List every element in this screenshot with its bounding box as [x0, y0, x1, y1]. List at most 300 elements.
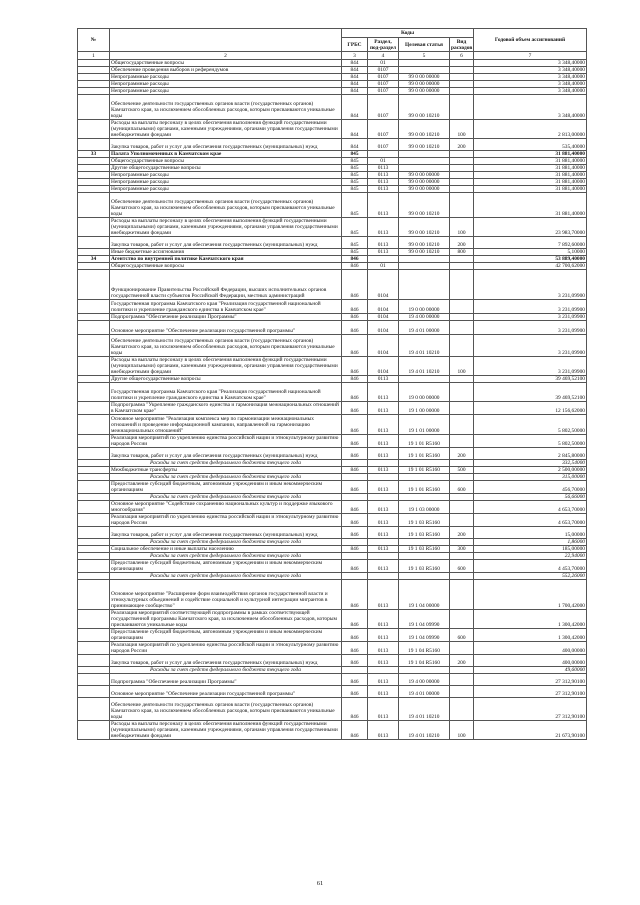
section-code: 0107: [368, 67, 399, 74]
expense-type: 300: [450, 546, 474, 553]
amount: 21 673,90100: [474, 721, 587, 740]
amount: 22,94000: [474, 553, 587, 560]
row-name: Расходы на выплаты персоналу в целях обеспечения выполнения функций государственными (муниципальными) органами, казенными учреждениями, органами управления государственными внебюджетными фондами: [110, 120, 342, 139]
row-name: Обеспечение проведения выборов и референдумов: [110, 67, 342, 74]
table-row: [78, 560, 587, 573]
row-name: Государственная программа Камчатского края "Реализация государственной национальной политики и укрепление гражданского единства в Камчатском крае": [110, 383, 342, 402]
section-code: 01: [368, 60, 399, 67]
row-number: [78, 629, 110, 642]
row-name: Расходы за счет средств федерального бюджета текущего года: [110, 460, 342, 467]
amount: 5 802,50000: [474, 415, 587, 435]
section-code: 0107: [368, 139, 399, 151]
target-article: 19 4 01 10210: [399, 335, 450, 357]
row-number: [78, 494, 110, 501]
table-row: [78, 448, 587, 460]
section-code: [368, 539, 399, 546]
grbs-code: 846: [342, 527, 368, 539]
amount: 3 348,40000: [474, 67, 587, 74]
expense-type: [450, 186, 474, 193]
target-article: [399, 539, 450, 546]
target-article: [399, 165, 450, 172]
target-article: 19 1 01 R5160: [399, 481, 450, 494]
grbs-code: 846: [342, 435, 368, 448]
amount: 31 881,40000: [474, 193, 587, 218]
expense-type: [450, 270, 474, 300]
row-name: Расходы за счет средств федерального бюджета текущего года: [110, 667, 342, 674]
row-number: [78, 481, 110, 494]
section-code: 01: [368, 158, 399, 165]
row-number: [78, 263, 110, 270]
row-number: [78, 120, 110, 139]
amount: 400,00000: [474, 642, 587, 655]
section-code: [368, 573, 399, 580]
expense-type: [450, 263, 474, 270]
grbs-code: [342, 667, 368, 674]
section-code: 0104: [368, 357, 399, 376]
grbs-code: [342, 539, 368, 546]
row-number: [78, 460, 110, 467]
target-article: 19 1 04 R5160: [399, 642, 450, 655]
expense-type: [450, 580, 474, 610]
expense-type: 100: [450, 218, 474, 237]
grbs-code: 846: [342, 314, 368, 321]
row-name: Непрограммные расходы: [110, 179, 342, 186]
table-row: [78, 655, 587, 667]
expense-type: [450, 573, 474, 580]
section-code: 0113: [368, 172, 399, 179]
section-code: 0113: [368, 527, 399, 539]
amount: 5 802,50000: [474, 435, 587, 448]
row-number: [78, 610, 110, 629]
expense-type: 800: [450, 249, 474, 256]
row-number: [78, 674, 110, 686]
expense-type: [450, 151, 474, 158]
section-code: 0107: [368, 95, 399, 120]
row-name: Непрограммные расходы: [110, 74, 342, 81]
amount: 3 348,40000: [474, 88, 587, 95]
amount: 5,10000: [474, 249, 587, 256]
row-name: Основное мероприятие "Содействие сохранению национальных культур и поддержке языкового многообразия": [110, 501, 342, 514]
amount: 31 881,40000: [474, 158, 587, 165]
table-row: [78, 674, 587, 686]
amount: 2 813,00000: [474, 120, 587, 139]
table-row: [78, 88, 587, 95]
target-article: [399, 494, 450, 501]
section-code: 0104: [368, 300, 399, 314]
expense-type: [450, 67, 474, 74]
row-number: [78, 527, 110, 539]
row-name: Общегосударственные вопросы: [110, 263, 342, 270]
amount: 4 653,70000: [474, 501, 587, 514]
row-name: Предоставление субсидий бюджетным, автономным учреждениям и иным некоммерческим организациям: [110, 560, 342, 573]
target-article: [399, 573, 450, 580]
row-number: [78, 402, 110, 415]
target-article: 19 1 04 09990: [399, 610, 450, 629]
amount: 53 889,40000: [474, 256, 587, 263]
table-row: [78, 193, 587, 218]
grbs-code: 846: [342, 448, 368, 460]
grbs-code: 844: [342, 88, 368, 95]
table-row: [78, 642, 587, 655]
header-codes: Коды: [342, 29, 474, 38]
grbs-code: 844: [342, 120, 368, 139]
row-number: [78, 193, 110, 218]
row-number: [78, 448, 110, 460]
col-number-4: 4: [368, 52, 399, 60]
section-code: 0113: [368, 501, 399, 514]
table-row: [78, 218, 587, 237]
section-code: 0104: [368, 270, 399, 300]
expense-type: [450, 256, 474, 263]
expense-type: 200: [450, 448, 474, 460]
row-number: 34: [78, 256, 110, 263]
grbs-code: 846: [342, 335, 368, 357]
table-row: [78, 60, 587, 67]
header-grbs: ГРБС: [342, 38, 368, 52]
row-name: Предоставление субсидий бюджетным, автономным учреждениям и иным некоммерческим организациям: [110, 629, 342, 642]
grbs-code: 846: [342, 642, 368, 655]
row-number: [78, 560, 110, 573]
table-row: [78, 546, 587, 553]
section-code: 0113: [368, 435, 399, 448]
table-row: [78, 270, 587, 300]
grbs-code: 844: [342, 139, 368, 151]
table-row: [78, 300, 587, 314]
col-number-3: 3: [342, 52, 368, 60]
col-number-1: 1: [78, 52, 110, 60]
section-code: 0113: [368, 383, 399, 402]
expense-type: [450, 335, 474, 357]
expense-type: [450, 81, 474, 88]
grbs-code: [342, 573, 368, 580]
row-number: [78, 158, 110, 165]
row-number: [78, 721, 110, 740]
row-number: [78, 95, 110, 120]
amount: 1 300,42000: [474, 629, 587, 642]
row-number: [78, 642, 110, 655]
row-number: [78, 546, 110, 553]
target-article: [399, 376, 450, 383]
row-number: [78, 553, 110, 560]
grbs-code: 844: [342, 67, 368, 74]
grbs-code: 845: [342, 158, 368, 165]
row-name: Реализация мероприятий по укреплению единства российской нации и этнокультурному развитию народов России: [110, 514, 342, 527]
section-code: 0113: [368, 546, 399, 553]
table-row: [78, 474, 587, 481]
section-code: 0107: [368, 74, 399, 81]
row-number: [78, 335, 110, 357]
target-article: 19 0 00 00000: [399, 300, 450, 314]
target-article: 19 1 03 R5160: [399, 560, 450, 573]
grbs-code: 844: [342, 60, 368, 67]
grbs-code: 846: [342, 686, 368, 698]
row-name: Основное мероприятие "Обеспечение реализации государственной программы": [110, 686, 342, 698]
expense-type: [450, 674, 474, 686]
target-article: 99 0 00 10210: [399, 237, 450, 249]
table-row: [78, 527, 587, 539]
amount: 552,26000: [474, 573, 587, 580]
row-name: Предоставление субсидий бюджетным, автономным учреждениям и иным некоммерческим организациям: [110, 481, 342, 494]
grbs-code: 845: [342, 237, 368, 249]
amount: 400,00000: [474, 655, 587, 667]
expense-type: [450, 494, 474, 501]
expense-type: 100: [450, 120, 474, 139]
section-code: [368, 494, 399, 501]
row-name: Подпрограмма "Обеспечение реализации Программы": [110, 314, 342, 321]
expense-type: [450, 698, 474, 721]
row-number: [78, 81, 110, 88]
amount: 3 231,09900: [474, 321, 587, 335]
target-article: 19 1 04 R5160: [399, 655, 450, 667]
row-name: Обеспечение деятельности государственных органов власти (государственных органов) Камчатского края, за исключением обособленных расходов, которым присваиваются уникальные коды: [110, 698, 342, 721]
row-number: [78, 74, 110, 81]
row-number: [78, 686, 110, 698]
header-amount: Годовой объем ассигнований: [474, 29, 587, 52]
page-number: 61: [316, 880, 324, 887]
section-code: 0113: [368, 629, 399, 642]
row-number: [78, 179, 110, 186]
amount: 185,00000: [474, 546, 587, 553]
section-code: 0107: [368, 88, 399, 95]
target-article: 19 4 01 00000: [399, 321, 450, 335]
section-code: 0113: [368, 610, 399, 629]
expense-type: [450, 610, 474, 629]
grbs-code: 845: [342, 172, 368, 179]
amount: 7 892,60000: [474, 237, 587, 249]
row-number: [78, 270, 110, 300]
expense-type: [450, 300, 474, 314]
row-number: [78, 165, 110, 172]
section-code: 0104: [368, 321, 399, 335]
amount: 31 881,40000: [474, 165, 587, 172]
amount: 39 469,52100: [474, 383, 587, 402]
grbs-code: 846: [342, 698, 368, 721]
table-row: [78, 172, 587, 179]
section-code: 0107: [368, 81, 399, 88]
table-row: [78, 580, 587, 610]
section-code: 0113: [368, 165, 399, 172]
header-section: Раздел, под-раздел: [368, 38, 399, 52]
expense-type: 100: [450, 721, 474, 740]
row-name: Расходы на выплаты персоналу в целях обеспечения выполнения функций государственными (муниципальными) органами, казенными учреждениями, органами управления государственными внебюджетными фондами: [110, 218, 342, 237]
grbs-code: 846: [342, 402, 368, 415]
grbs-code: 845: [342, 186, 368, 193]
target-article: 99 0 00 10210: [399, 95, 450, 120]
row-number: [78, 139, 110, 151]
amount: 535,40000: [474, 139, 587, 151]
section-code: 0113: [368, 249, 399, 256]
row-name: Непрограммные расходы: [110, 81, 342, 88]
row-number: [78, 237, 110, 249]
section-code: 0113: [368, 481, 399, 494]
expense-type: [450, 165, 474, 172]
row-number: [78, 186, 110, 193]
expense-type: [450, 501, 474, 514]
expense-type: [450, 314, 474, 321]
row-number: [78, 580, 110, 610]
table-row: [78, 494, 587, 501]
grbs-code: 846: [342, 415, 368, 435]
expense-type: [450, 193, 474, 218]
expense-type: [450, 95, 474, 120]
target-article: 99 0 00 10210: [399, 120, 450, 139]
expense-type: 200: [450, 139, 474, 151]
row-number: [78, 573, 110, 580]
target-article: [399, 67, 450, 74]
col-number-5: 5: [399, 52, 450, 60]
table-row: [78, 67, 587, 74]
section-code: [368, 553, 399, 560]
section-code: 0113: [368, 179, 399, 186]
amount: 456,70000: [474, 481, 587, 494]
target-article: 19 1 01 00000: [399, 415, 450, 435]
row-number: [78, 435, 110, 448]
row-name: Межбюджетные трансферты: [110, 467, 342, 474]
row-name: Закупка товаров, работ и услуг для обеспечения государственных (муниципальных) нужд: [110, 655, 342, 667]
grbs-code: 845: [342, 249, 368, 256]
grbs-code: 846: [342, 610, 368, 629]
target-article: 19 1 03 R5160: [399, 527, 450, 539]
table-row: [78, 120, 587, 139]
expense-type: [450, 667, 474, 674]
row-name: Реализация мероприятий по укреплению единства российской нации и этнокультурному развитию народов России: [110, 642, 342, 655]
row-name: Непрограммные расходы: [110, 172, 342, 179]
expense-type: [450, 460, 474, 467]
row-name: Основное мероприятие "Расширение форм взаимодействия органов государственной власти и этнокультурных объединений и содействие социальной и культурной интеграции мигрантов в принимающее сообщество": [110, 580, 342, 610]
table-row: [78, 501, 587, 514]
section-code: 0113: [368, 467, 399, 474]
table-row: [78, 376, 587, 383]
header-num: №: [78, 29, 110, 52]
section-code: 0107: [368, 120, 399, 139]
grbs-code: 846: [342, 270, 368, 300]
target-article: 99 0 00 00000: [399, 186, 450, 193]
expense-type: [450, 415, 474, 435]
target-article: [399, 460, 450, 467]
row-number: [78, 655, 110, 667]
section-code: [368, 256, 399, 263]
table-row: [78, 357, 587, 376]
table-row: [78, 721, 587, 740]
section-code: 0113: [368, 193, 399, 218]
target-article: 19 4 01 00000: [399, 686, 450, 698]
amount: 1 700,42000: [474, 580, 587, 610]
amount: 1,86000: [474, 539, 587, 546]
row-number: [78, 249, 110, 256]
row-name: Расходы на выплаты персоналу в целях обеспечения выполнения функций государственными (муниципальными) органами, казенными учреждениями, органами управления государственными внебюджетными фондами: [110, 721, 342, 740]
section-code: 0113: [368, 721, 399, 740]
expense-type: [450, 74, 474, 81]
row-name: Подпрограмма "Обеспечение реализации Программы": [110, 674, 342, 686]
expense-type: 600: [450, 481, 474, 494]
row-number: [78, 501, 110, 514]
header-article: Целевая статья: [399, 38, 450, 52]
row-name: Закупка товаров, работ и услуг для обеспечения государственных (муниципальных) нужд: [110, 448, 342, 460]
row-number: [78, 415, 110, 435]
grbs-code: 846: [342, 376, 368, 383]
amount: 31 881,40000: [474, 172, 587, 179]
grbs-code: 846: [342, 560, 368, 573]
expense-type: 600: [450, 629, 474, 642]
table-row: [78, 237, 587, 249]
row-name: Расходы за счет средств федерального бюджета текущего года: [110, 553, 342, 560]
amount: 39 469,52100: [474, 376, 587, 383]
amount: 3 231,09900: [474, 270, 587, 300]
amount: 31 881,40000: [474, 151, 587, 158]
expense-type: [450, 435, 474, 448]
table-row: [78, 610, 587, 629]
row-name: Обеспечение деятельности государственных органов власти (государственных органов) Камчатского края, за исключением обособленных расходов, которым присваиваются уникальные коды: [110, 95, 342, 120]
section-code: 0113: [368, 376, 399, 383]
row-name: Другие общегосударственные вопросы: [110, 165, 342, 172]
col-number-7: 7: [474, 52, 587, 60]
table-header: [78, 29, 587, 60]
amount: 31 881,40000: [474, 179, 587, 186]
target-article: [399, 474, 450, 481]
row-number: [78, 321, 110, 335]
row-name: Основное мероприятие "Обеспечение реализации государственной программы": [110, 321, 342, 335]
target-article: [399, 256, 450, 263]
row-name: Закупка товаров, работ и услуг для обеспечения государственных (муниципальных) нужд: [110, 139, 342, 151]
table-row: [78, 383, 587, 402]
table-row: [78, 74, 587, 81]
expense-type: [450, 686, 474, 698]
table-row: [78, 186, 587, 193]
row-number: [78, 357, 110, 376]
section-code: [368, 474, 399, 481]
row-number: [78, 218, 110, 237]
table-row: [78, 686, 587, 698]
grbs-code: [342, 553, 368, 560]
row-name: Социальное обеспечение и иные выплаты населению: [110, 546, 342, 553]
target-article: 19 1 03 00000: [399, 501, 450, 514]
grbs-code: [342, 474, 368, 481]
row-name: Основное мероприятие "Реализация комплекса мер по гармонизации межнациональных отношений и проведение информационной кампании, направленной на гармонизацию межнациональных отношений": [110, 415, 342, 435]
section-code: 0113: [368, 655, 399, 667]
target-article: 99 0 00 00000: [399, 172, 450, 179]
expense-type: 500: [450, 467, 474, 474]
target-article: [399, 151, 450, 158]
expense-type: [450, 642, 474, 655]
target-article: 99 0 00 10210: [399, 218, 450, 237]
row-name: Расходы за счет средств федерального бюджета текущего года: [110, 474, 342, 481]
amount: 1 300,42000: [474, 610, 587, 629]
section-code: [368, 667, 399, 674]
amount: 31 881,40000: [474, 186, 587, 193]
amount: 56,66000: [474, 494, 587, 501]
section-code: 0113: [368, 686, 399, 698]
section-code: 0113: [368, 186, 399, 193]
table-row: [78, 539, 587, 546]
expense-type: [450, 321, 474, 335]
section-code: 0113: [368, 514, 399, 527]
table-row: [78, 435, 587, 448]
target-article: 99 0 00 10210: [399, 249, 450, 256]
target-article: 99 0 00 00000: [399, 74, 450, 81]
expense-type: [450, 474, 474, 481]
grbs-code: 846: [342, 546, 368, 553]
row-name: Подпрограмма "Укрепление гражданского единства и гармонизация межнациональных отношений в Камчатском крае": [110, 402, 342, 415]
target-article: 19 0 00 00000: [399, 383, 450, 402]
grbs-code: 846: [342, 256, 368, 263]
section-code: [368, 460, 399, 467]
target-article: 19 1 01 R5160: [399, 467, 450, 474]
section-code: 0113: [368, 218, 399, 237]
row-number: [78, 88, 110, 95]
target-article: 19 4 01 10210: [399, 721, 450, 740]
grbs-code: 846: [342, 481, 368, 494]
table-row: [78, 667, 587, 674]
